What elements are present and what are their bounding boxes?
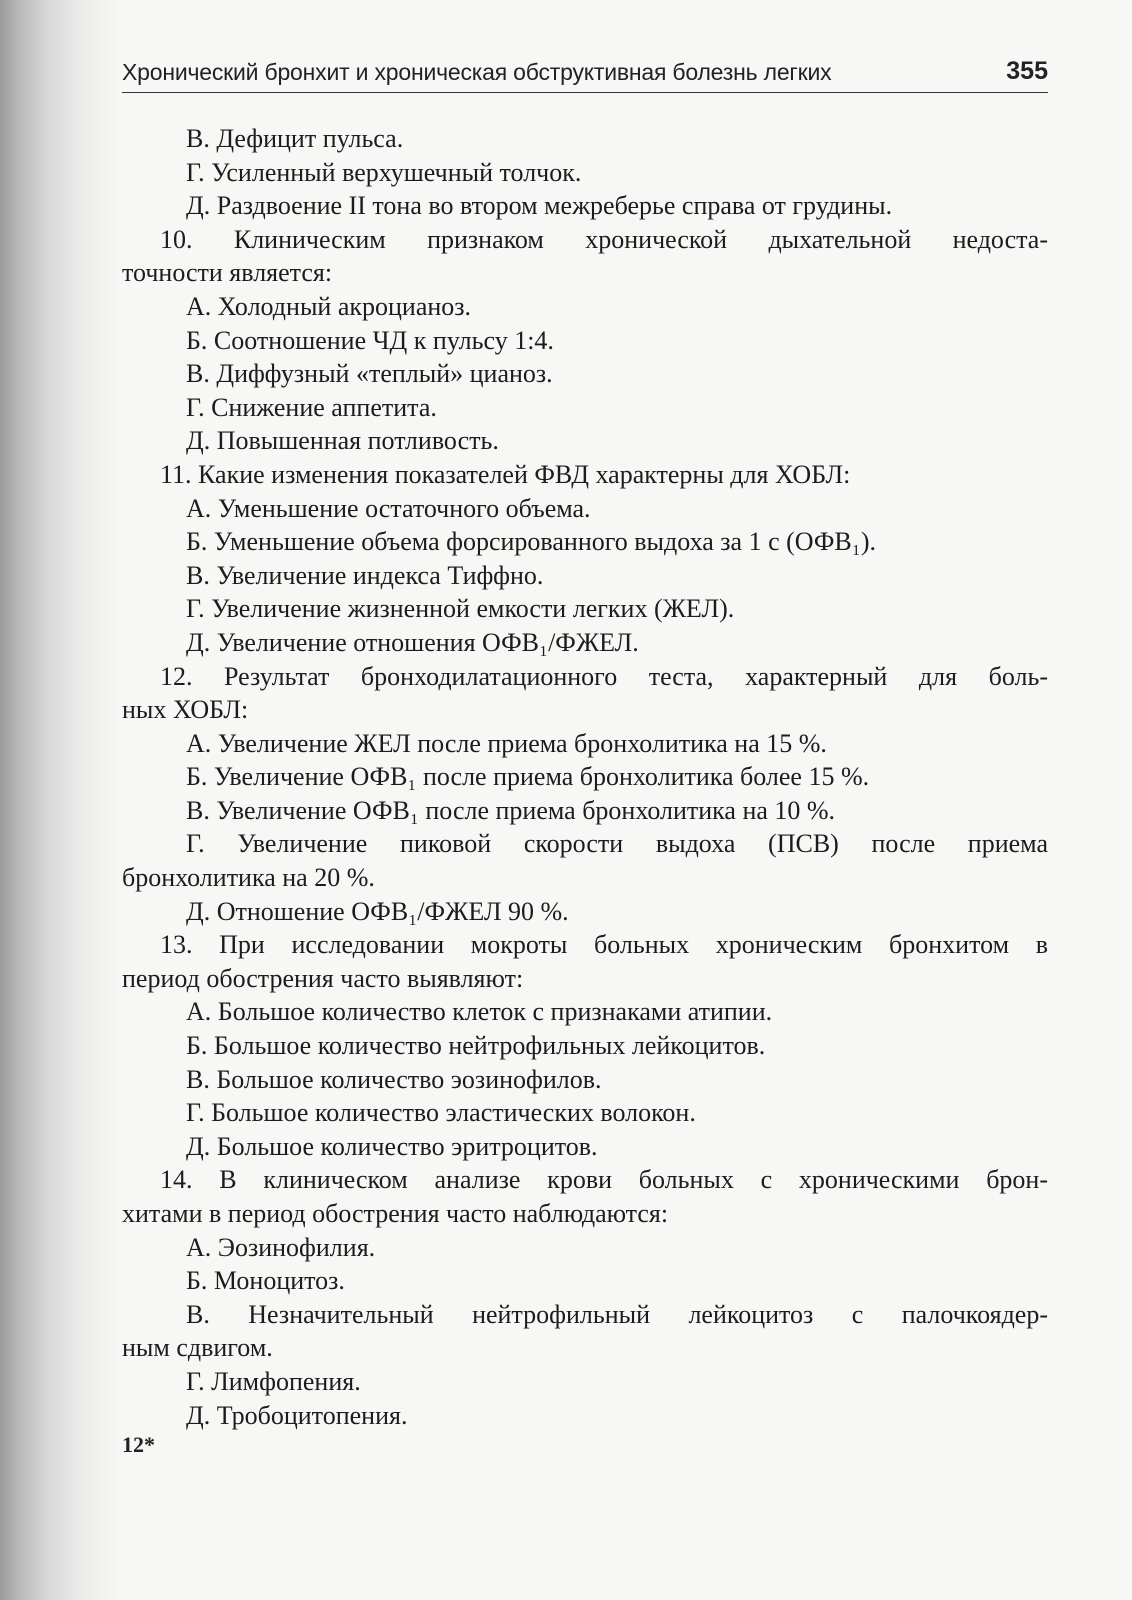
answer-option: В. Дефицит пульса.	[186, 124, 404, 153]
question-14-line: хитами в период обострения часто наблюдаются:	[122, 1199, 669, 1228]
answer-option: А. Увеличение ЖЕЛ после приема бронхолитика на 15 %.	[186, 728, 827, 758]
page-gutter-shadow	[0, 0, 120, 1600]
answer-option: А. Эозинофилия.	[186, 1232, 376, 1262]
answer-option: А. Холодный акроцианоз.	[186, 291, 472, 321]
answer-option: Д. Тробоцитопения.	[186, 1400, 408, 1430]
running-title: Хронический бронхит и хроническая обструктивная болезнь легких	[122, 59, 832, 85]
question-12-line: 12. Результат бронходилатационного теста, характерный для боль-	[160, 661, 1048, 691]
answer-option: В. Увеличение индекса Тиффно.	[186, 560, 544, 590]
answer-option: Д. Повышенная потливость.	[186, 426, 499, 456]
answer-option: Б. Соотношение ЧД к пульсу 1:4.	[186, 325, 554, 355]
page-number: 355	[1006, 57, 1048, 85]
question-12-line: ных ХОБЛ:	[122, 695, 249, 725]
answer-option: Д. Раздвоение II тона во втором межреберье справа от грудины.	[186, 191, 893, 221]
running-header	[122, 52, 1048, 93]
question-11: 11. Какие изменения показателей ФВД характерны для ХОБЛ:	[160, 459, 851, 489]
answer-option: В. Большое количество эозинофилов.	[186, 1064, 602, 1094]
answer-option: Г. Увеличение пиковой скорости выдоха (ПСВ) после приема	[186, 829, 1048, 859]
answer-option: Б. Большое количество нейтрофильных лейкоцитов.	[186, 1031, 766, 1061]
answer-option: Б. Увеличение ОФВ₁ после приема бронхолитика более 15 %.	[186, 762, 870, 792]
answer-option: А. Уменьшение остаточного объема.	[186, 493, 591, 523]
answer-option: Д. Увеличение отношения ОФВ₁/ФЖЕЛ.	[186, 627, 639, 657]
answer-option: Д. Большое количество эритроцитов.	[186, 1131, 598, 1161]
answer-option: Г. Увеличение жизненной емкости легких (ЖЕЛ).	[186, 594, 735, 624]
page-body	[122, 122, 1048, 1432]
answer-option: Г. Усиленный верхушечный толчок.	[186, 157, 582, 187]
answer-option: Г. Большое количество эластических волокон.	[186, 1098, 696, 1128]
question-13-line: период обострения часто выявляют:	[122, 963, 524, 993]
answer-option: В. Диффузный «теплый» цианоз.	[186, 359, 553, 389]
answer-option: Б. Уменьшение объема форсированного выдоха за 1 с (ОФВ₁).	[186, 527, 876, 557]
question-14-line: 14. В клиническом анализе крови больных с хроническими брон-	[160, 1165, 1048, 1195]
answer-option: В. Незначительный нейтрофильный лейкоцитоз с палочкоядер-	[186, 1299, 1048, 1329]
answer-option-continuation: бронхолитика на 20 %.	[122, 863, 375, 893]
answer-option: А. Большое количество клеток с признаками атипии.	[186, 997, 773, 1027]
answer-option: В. Увеличение ОФВ₁ после приема бронхолитика на 10 %.	[186, 795, 836, 825]
answer-option: Г. Снижение аппетита.	[186, 392, 437, 422]
question-13-line: 13. При исследовании мокроты больных хроническим бронхитом в	[160, 930, 1048, 960]
printer-signature-mark: 12*	[122, 1432, 155, 1457]
question-10-line: точности является:	[122, 258, 333, 288]
answer-option-continuation: ным сдвигом.	[122, 1333, 273, 1363]
answer-option: Д. Отношение ОФВ₁/ФЖЕЛ 90 %.	[186, 896, 569, 926]
question-10-line: 10. Клиническим признаком хронической дыхательной недоста-	[160, 224, 1048, 254]
answer-option: Г. Лимфопения.	[186, 1366, 361, 1396]
answer-option: Б. Моноцитоз.	[186, 1266, 345, 1296]
